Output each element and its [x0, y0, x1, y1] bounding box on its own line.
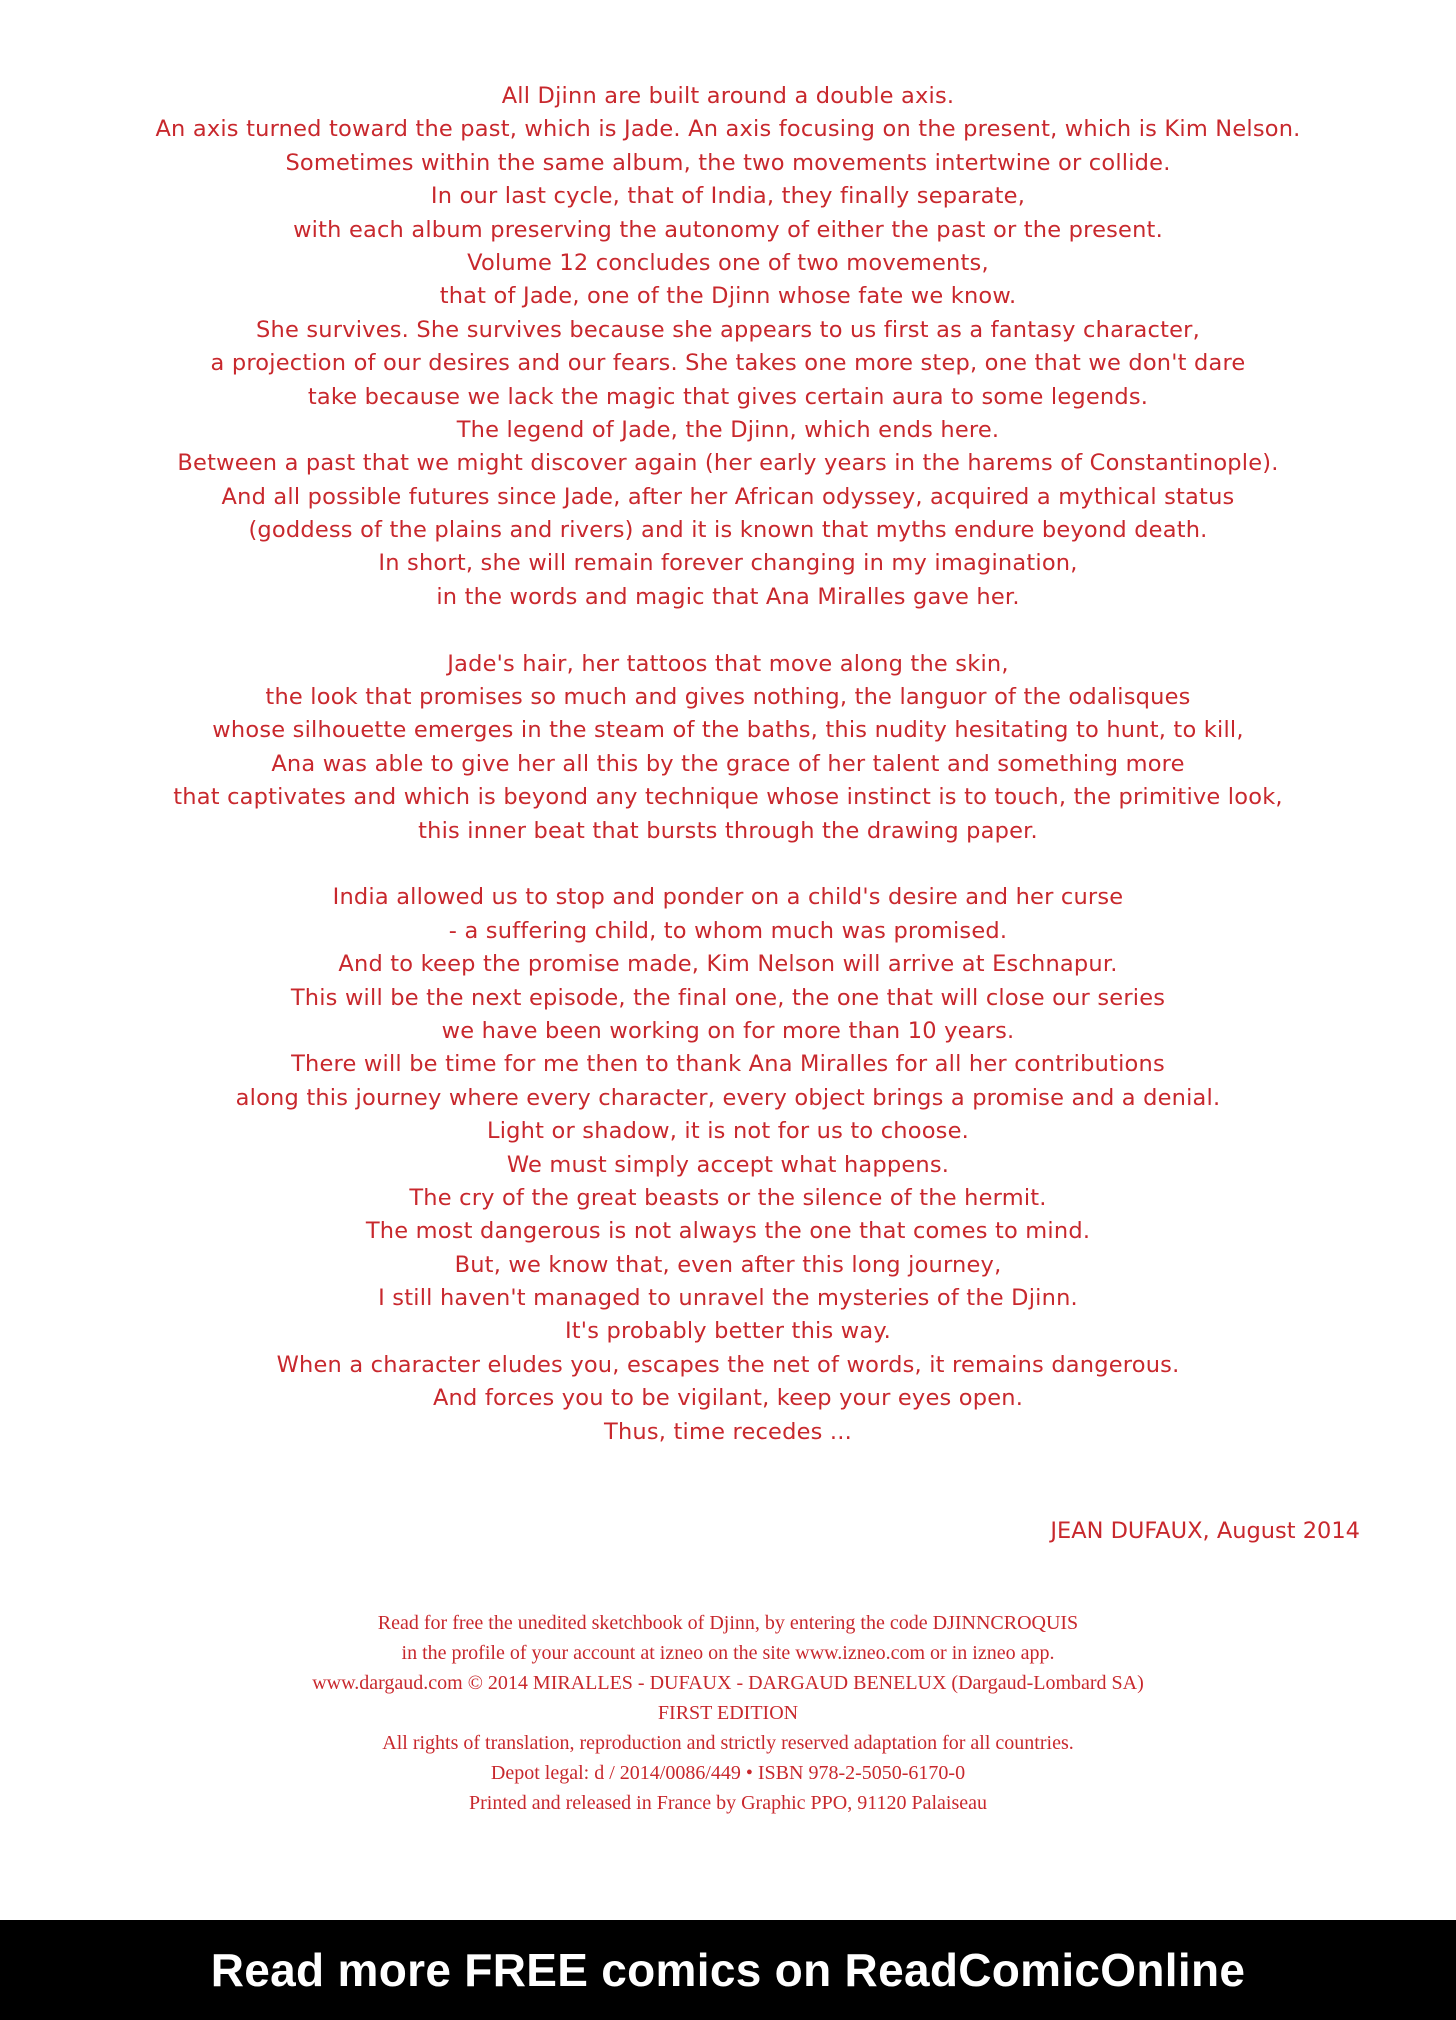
poem-line: All Djinn are built around a double axis. — [501, 83, 955, 109]
poem-line: Jade's hair, her tattoos that move along the skin, — [447, 650, 1009, 677]
poem-line: (goddess of the plains and rivers) and it is known that myths endure beyond death. — [248, 517, 1208, 544]
poem-line: We must simply accept what happens. — [506, 1151, 950, 1178]
poem-line: with each album preserving the autonomy of either the past or the present. — [293, 216, 1163, 243]
poem-line: I still haven't managed to unravel the mysteries of the Djinn. — [378, 1285, 1078, 1312]
poem-line: that captivates and which is beyond any technique whose instinct is to touch, the primitive look, — [173, 784, 1283, 811]
stanza-3 — [100, 881, 1356, 1449]
poem-line: this inner beat that bursts through the drawing paper. — [418, 817, 1038, 844]
publication-credits — [0, 1608, 1456, 1818]
poem-line: Volume 12 concludes one of two movements, — [467, 249, 989, 276]
poem-line: But, we know that, even after this long journey, — [454, 1251, 1002, 1278]
poem-line: An axis turned toward the past, which is Jade. An axis focusing on the present, which is Kim Nelson. — [155, 116, 1301, 143]
poem-line: When a character eludes you, escapes the net of words, it remains dangerous. — [276, 1351, 1180, 1378]
credits-line: FIRST EDITION — [657, 1702, 799, 1724]
promo-banner[interactable] — [0, 1920, 1456, 2020]
poem-line: And forces you to be vigilant, keep your eyes open. — [432, 1385, 1024, 1412]
poem-line: Between a past that we might discover again (her early years in the harems of Constantinople). — [177, 450, 1279, 477]
poem-line: This will be the next episode, the final one, the one that will close our series — [290, 984, 1166, 1011]
author-signature: JEAN DUFAUX, August 2014 — [1050, 1518, 1360, 1544]
poem-line: The most dangerous is not always the one that comes to mind. — [365, 1218, 1091, 1245]
poem-line: In short, she will remain forever changing in my imagination, — [378, 550, 1078, 577]
poem-line: And all possible futures since Jade, after her African odyssey, acquired a mythical status — [221, 483, 1235, 510]
poem-line: Ana was able to give her all this by the grace of her talent and something more — [271, 750, 1185, 777]
poem-line: In our last cycle, that of India, they finally separate, — [430, 183, 1026, 210]
stanza-divider — [100, 614, 1356, 647]
afterword-text — [100, 80, 1356, 1449]
poem-line: Light or shadow, it is not for us to choose. — [487, 1118, 969, 1145]
poem-line: that of Jade, one of the Djinn whose fate we know. — [439, 283, 1017, 310]
stanza-1 — [100, 80, 1356, 614]
credits-line: www.dargaud.com © 2014 MIRALLES - DUFAUX - DARGAUD BENELUX (Dargaud-Lombard SA) — [312, 1672, 1144, 1694]
poem-line: along this journey where every character, every object brings a promise and a denial. — [235, 1084, 1221, 1111]
credits-line: Read for free the unedited sketchbook of Djinn, by entering the code DJINNCROQUIS — [377, 1612, 1079, 1634]
poem-line: The legend of Jade, the Djinn, which ends here. — [456, 416, 1000, 443]
poem-line: There will be time for me then to thank Ana Miralles for all her contributions — [291, 1051, 1165, 1078]
poem-line: whose silhouette emerges in the steam of the baths, this nudity hesitating to hunt, to kill, — [212, 717, 1244, 744]
poem-line: in the words and magic that Ana Miralles gave her. — [436, 583, 1020, 610]
poem-line: The cry of the great beasts or the silence of the hermit. — [409, 1184, 1047, 1211]
poem-line: the look that promises so much and gives nothing, the languor of the odalisques — [265, 684, 1191, 711]
poem-line: - a suffering child, to whom much was promised. — [448, 917, 1008, 944]
poem-line: a projection of our desires and our fears. She takes one more step, one that we don't dare — [210, 350, 1246, 377]
promo-banner-link[interactable]: Read more FREE comics on ReadComicOnline — [210, 1944, 1246, 1996]
poem-line: She survives. She survives because she appears to us first as a fantasy character, — [256, 316, 1200, 343]
stanza-2 — [100, 648, 1356, 848]
stanza-divider — [100, 848, 1356, 881]
poem-line: India allowed us to stop and ponder on a child's desire and her curse — [332, 884, 1124, 911]
poem-line: It's probably better this way. — [564, 1318, 892, 1345]
credits-line: in the profile of your account at izneo on the site www.izneo.com or in izneo app. — [401, 1642, 1055, 1664]
credits-line: Printed and released in France by Graphic PPO, 91120 Palaiseau — [468, 1792, 988, 1814]
poem-line: Thus, time recedes ... — [604, 1418, 852, 1445]
credits-line: Depot legal: d / 2014/0086/449 • ISBN 978-2-5050-6170-0 — [490, 1762, 966, 1784]
poem-line: Sometimes within the same album, the two movements intertwine or collide. — [285, 149, 1171, 176]
poem-line: we have been working on for more than 10 years. — [441, 1017, 1015, 1044]
credits-line: All rights of translation, reproduction and strictly reserved adaptation for all countries. — [382, 1732, 1074, 1754]
poem-line: take because we lack the magic that gives certain aura to some legends. — [307, 383, 1149, 410]
poem-line: And to keep the promise made, Kim Nelson will arrive at Eschnapur. — [338, 951, 1118, 978]
